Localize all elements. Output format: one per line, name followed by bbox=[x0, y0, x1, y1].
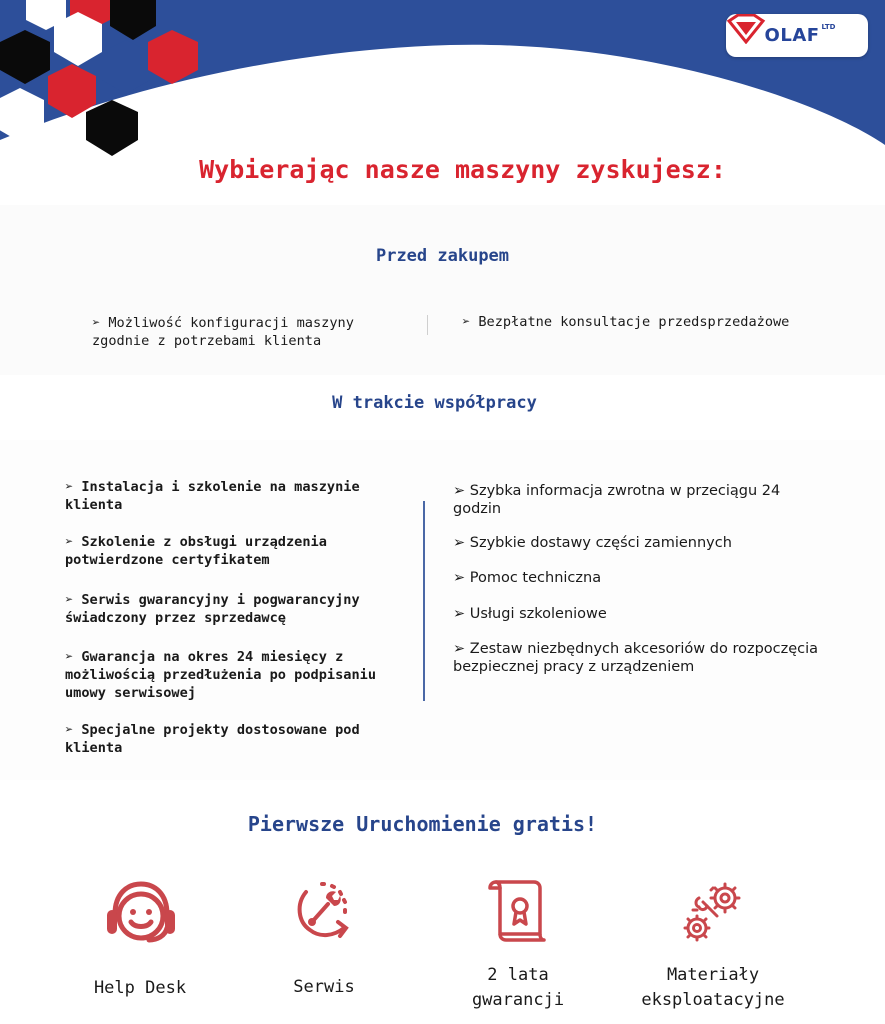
before-purchase-title: Przed zakupem bbox=[375, 246, 510, 266]
before-purchase-left-item: ➢ Możliwość konfiguracji maszyny zgodnie z potrzebami klienta bbox=[92, 315, 354, 349]
headset-smiley-icon bbox=[105, 878, 177, 944]
first-startup-title: Pierwsze Uruchomienie gratis! bbox=[247, 812, 598, 836]
header-banner bbox=[0, 0, 885, 160]
feature-serwis-label: Serwis bbox=[293, 977, 355, 997]
feature-warranty-label: 2 lata gwarancji bbox=[471, 965, 565, 1010]
cooperation-right-item: ➢ Szybkie dostawy części zamiennych bbox=[453, 535, 732, 551]
cooperation-title: W trakcie współpracy bbox=[332, 393, 537, 413]
gears-wrench-icon bbox=[681, 880, 743, 944]
cooperation-left-item: ➢ Gwarancja na okres 24 miesięcy z możliwością przedłużenia po podpisaniu umowy serwisowej bbox=[65, 649, 376, 701]
cooperation-left-item: ➢ Szkolenie z obsługi urządzenia potwierdzone certyfikatem bbox=[65, 534, 327, 568]
feature-help-desk-label: Help Desk bbox=[93, 978, 187, 998]
cooperation-left-item: ➢ Specjalne projekty dostosowane pod klienta bbox=[65, 722, 360, 756]
olaf-logo bbox=[726, 14, 868, 57]
cooperation-right-item: ➢ Szybka informacja zwrotna w przeciągu 24 godzin bbox=[453, 483, 781, 517]
brand-suffix: LTD bbox=[821, 23, 836, 31]
feature-consumables-label: Materiały eksploatacyjne bbox=[641, 965, 785, 1010]
cooperation-left-item: ➢ Serwis gwarancyjny i pogwarancyjny świadczony przez sprzedawcę bbox=[65, 592, 360, 626]
cooperation-left-item: ➢ Instalacja i szkolenie na maszynie klienta bbox=[65, 479, 360, 513]
brand-name: OLAF bbox=[764, 25, 820, 46]
cooperation-right-item: ➢ Pomoc techniczna bbox=[453, 570, 602, 586]
certificate-scroll-icon bbox=[486, 878, 548, 944]
wrench-cycle-icon bbox=[294, 878, 352, 940]
divider bbox=[427, 315, 428, 335]
divider bbox=[423, 501, 425, 701]
cooperation-right-item: ➢ Zestaw niezbędnych akcesoriów do rozpoczęcia bezpiecznej pracy z urządzeniem bbox=[453, 641, 819, 675]
cooperation-right-item: ➢ Usługi szkoleniowe bbox=[453, 606, 607, 622]
before-purchase-right-item: ➢ Bezpłatne konsultacje przedsprzedażowe bbox=[462, 314, 790, 330]
page-title: Wybierając nasze maszyny zyskujesz: bbox=[199, 155, 726, 184]
ruby-logo-icon bbox=[726, 14, 766, 44]
